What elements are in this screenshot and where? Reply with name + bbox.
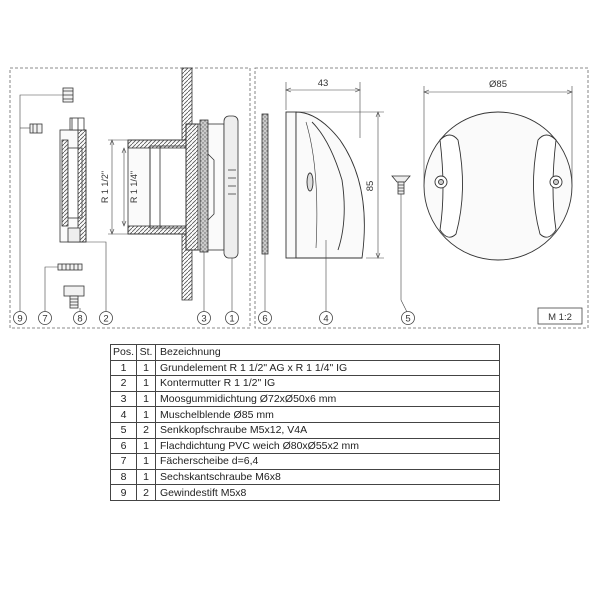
foam-gasket <box>200 120 208 252</box>
callout-4 <box>320 312 333 325</box>
thread-dimensions <box>108 140 128 234</box>
header-qty: St. <box>137 345 156 361</box>
leader-2 <box>86 242 106 314</box>
table-row <box>111 407 500 423</box>
set-screw-side <box>30 124 42 133</box>
hex-bolt <box>64 286 84 308</box>
set-screw-top <box>63 88 73 102</box>
flat-gasket <box>262 114 268 254</box>
dim-depth: 43 <box>317 78 329 89</box>
callout-number: 2 <box>103 313 109 325</box>
row-qty: 1 <box>137 391 156 407</box>
row-qty: 1 <box>137 469 156 485</box>
row-pos: 3 <box>111 391 137 407</box>
counter-nut <box>60 118 86 242</box>
row-description: Kontermutter R 1 1/2" IG <box>156 376 500 392</box>
leader-5 <box>401 194 408 314</box>
dim-thread-outer: R 1 1/2" <box>100 170 110 204</box>
parts-table <box>110 344 500 501</box>
callout-number: 3 <box>201 313 207 325</box>
shell-cover-profile <box>286 112 364 258</box>
table-row <box>111 438 500 454</box>
dim-diameter: Ø85 <box>489 79 507 90</box>
row-pos: 1 <box>111 360 137 376</box>
callout-5 <box>402 312 415 325</box>
callout-number: 8 <box>77 313 83 325</box>
callout-number: 7 <box>42 313 48 325</box>
row-description: Moosgummidichtung Ø72xØ50x6 mm <box>156 391 500 407</box>
table-row <box>111 376 500 392</box>
callout-9 <box>14 312 27 325</box>
row-qty: 1 <box>137 407 156 423</box>
table-header-row <box>111 345 500 361</box>
row-description: Fächerscheibe d=6,4 <box>156 454 500 470</box>
row-pos: 9 <box>111 485 137 501</box>
scale-label: M 1:2 <box>548 312 572 323</box>
leader-7 <box>45 267 58 314</box>
dim-height: 85 <box>365 180 376 192</box>
row-pos: 5 <box>111 422 137 438</box>
countersunk-screw <box>392 176 410 194</box>
callout-layer <box>14 312 415 325</box>
callout-8 <box>74 312 87 325</box>
row-qty: 2 <box>137 485 156 501</box>
row-description: Sechskantschraube M6x8 <box>156 469 500 485</box>
row-description: Grundelement R 1 1/2" AG x R 1 1/4" IG <box>156 360 500 376</box>
callout-1 <box>226 312 239 325</box>
callout-number: 9 <box>17 313 23 325</box>
row-pos: 7 <box>111 454 137 470</box>
callout-7 <box>39 312 52 325</box>
callout-number: 4 <box>323 313 329 325</box>
table-row <box>111 360 500 376</box>
row-qty: 1 <box>137 438 156 454</box>
row-description: Senkkopfschraube M5x12, V4A <box>156 422 500 438</box>
header-description: Bezeichnung <box>156 345 500 361</box>
shell-cover-front <box>424 112 572 260</box>
callout-2 <box>100 312 113 325</box>
dim-thread-inner: R 1 1/4" <box>129 170 139 204</box>
row-qty: 1 <box>137 360 156 376</box>
table-row <box>111 454 500 470</box>
table-row <box>111 422 500 438</box>
row-qty: 1 <box>137 376 156 392</box>
row-description: Flachdichtung PVC weich Ø80xØ55x2 mm <box>156 438 500 454</box>
row-pos: 8 <box>111 469 137 485</box>
callout-number: 6 <box>262 313 268 325</box>
row-qty: 2 <box>137 422 156 438</box>
row-pos: 4 <box>111 407 137 423</box>
callout-number: 5 <box>405 313 411 325</box>
row-description: Gewindestift M5x8 <box>156 485 500 501</box>
fan-washer <box>58 264 82 270</box>
header-pos: Pos. <box>111 345 137 361</box>
row-pos: 6 <box>111 438 137 454</box>
callout-3 <box>198 312 211 325</box>
row-pos: 2 <box>111 376 137 392</box>
row-qty: 1 <box>137 454 156 470</box>
row-description: Muschelblende Ø85 mm <box>156 407 500 423</box>
table-row <box>111 485 500 501</box>
table-row <box>111 469 500 485</box>
callout-6 <box>259 312 272 325</box>
table-row <box>111 391 500 407</box>
callout-number: 1 <box>229 313 235 325</box>
